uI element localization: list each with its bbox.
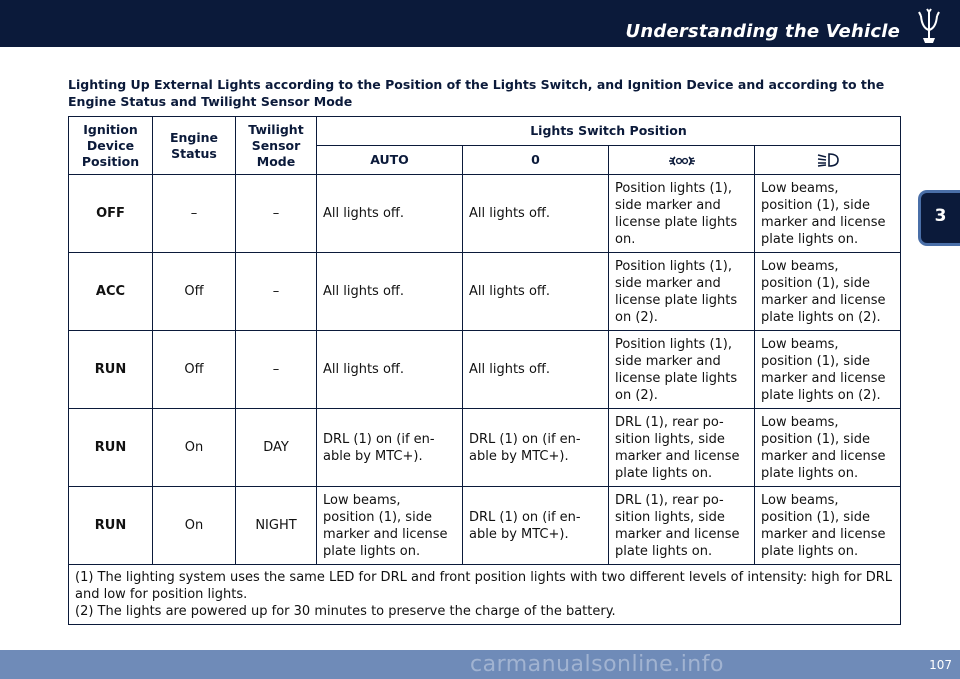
maserati-trident-logo [912,8,946,46]
cell-twilight: – [236,331,317,409]
cell-position: DRL (1), rear po-sition lights, side marker and license plate lights on. [609,409,755,487]
col-zero-header: 0 [463,146,609,175]
cell-zero: All lights off. [463,175,609,253]
cell-ignition: RUN [69,331,153,409]
cell-zero: All lights off. [463,253,609,331]
cell-position: Position lights (1), side marker and license plate lights on (2). [609,253,755,331]
page-number: 107 [929,658,952,672]
cell-engine: On [153,409,236,487]
cell-auto: All lights off. [317,175,463,253]
col-switch-header: Lights Switch Position [317,117,901,146]
cell-ignition: ACC [69,253,153,331]
cell-engine: On [153,487,236,565]
table-heading: Lighting Up External Lights according to the Position of the Lights Switch, and Ignition Device and according to the Engine Status and Twilight Sensor Mode [68,77,885,109]
page-footer [0,650,960,679]
cell-auto: All lights off. [317,331,463,409]
watermark: carmanualsonline.info [470,652,724,677]
cell-ignition: RUN [69,409,153,487]
col-ignition-header: Ignition Device Position [69,117,153,175]
cell-position: Position lights (1), side marker and license plate lights on. [609,175,755,253]
cell-engine: Off [153,253,236,331]
cell-position: Position lights (1), side marker and license plate lights on (2). [609,331,755,409]
section-title: Understanding the Vehicle [625,21,900,42]
cell-zero: DRL (1) on (if en-able by MTC+). [463,487,609,565]
position-lights-icon [669,154,695,168]
cell-engine: Off [153,331,236,409]
table-row [69,409,901,487]
table-row [69,253,901,331]
table-notes [69,565,901,625]
table-row [69,331,901,409]
cell-lowbeam: Low beams, position (1), side marker and license plate lights on. [755,487,901,565]
col-twilight-header: Twilight Sensor Mode [236,117,317,175]
col-lowbeam-header [755,146,901,175]
low-beam-icon [816,152,840,168]
cell-lowbeam: Low beams, position (1), side marker and license plate lights on (2). [755,331,901,409]
cell-twilight: – [236,253,317,331]
lights-table [68,116,901,625]
cell-lowbeam: Low beams, position (1), side marker and license plate lights on (2). [755,253,901,331]
cell-zero: All lights off. [463,331,609,409]
col-auto-header: AUTO [317,146,463,175]
cell-ignition: OFF [69,175,153,253]
page-header [0,0,960,47]
cell-twilight: NIGHT [236,487,317,565]
cell-twilight: – [236,175,317,253]
note-1: (1) The lighting system uses the same LED for DRL and front position lights with two different levels of intensity: high for DRL and low for position lights. [75,570,893,602]
cell-ignition: RUN [69,487,153,565]
cell-lowbeam: Low beams, position (1), side marker and license plate lights on. [755,175,901,253]
chapter-number: 3 [934,206,947,226]
table-row [69,487,901,565]
note-2: (2) The lights are powered up for 30 minutes to preserve the charge of the battery. [75,604,616,619]
cell-lowbeam: Low beams, position (1), side marker and license plate lights on. [755,409,901,487]
cell-engine: – [153,175,236,253]
table-row [69,175,901,253]
cell-auto: All lights off. [317,253,463,331]
cell-auto: Low beams, position (1), side marker and license plate lights on. [317,487,463,565]
col-engine-header: Engine Status [153,117,236,175]
cell-zero: DRL (1) on (if en-able by MTC+). [463,409,609,487]
header-row [69,117,901,146]
col-position-header [609,146,755,175]
cell-auto: DRL (1) on (if en-able by MTC+). [317,409,463,487]
chapter-tab[interactable] [921,193,960,243]
cell-position: DRL (1), rear po-sition lights, side marker and license plate lights on. [609,487,755,565]
cell-twilight: DAY [236,409,317,487]
notes-row [69,565,901,625]
